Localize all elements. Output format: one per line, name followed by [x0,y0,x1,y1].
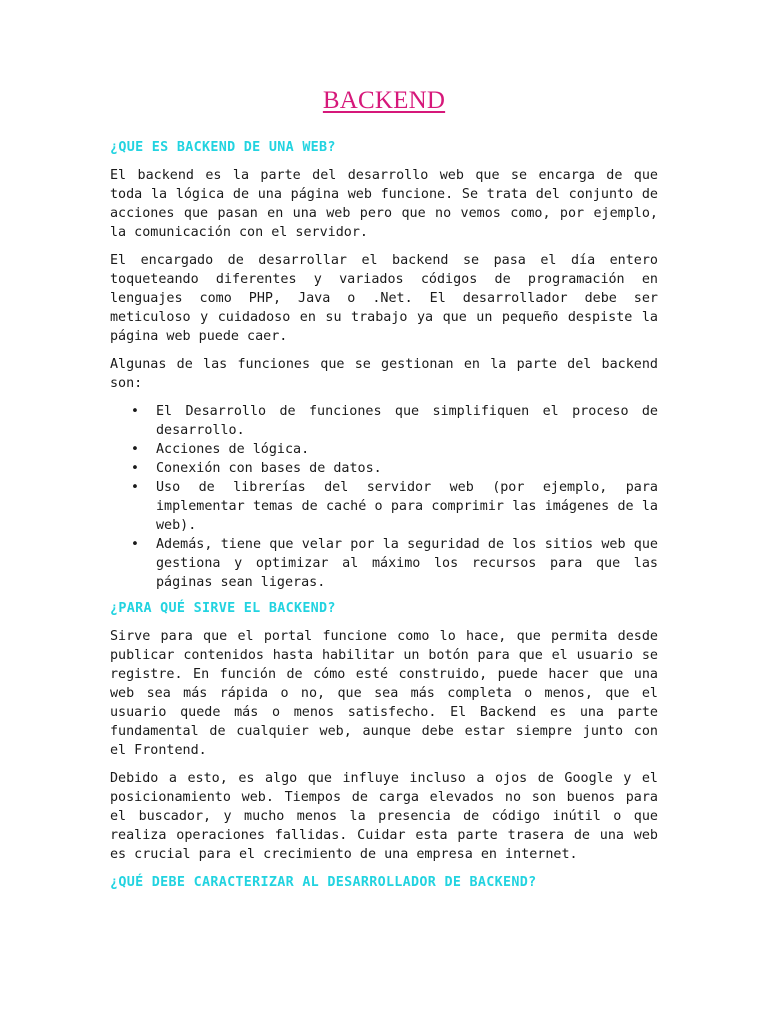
bullet-icon: • [131,480,139,495]
list-item [131,459,658,478]
section-heading-que-es-backend: ¿QUE ES BACKEND DE UNA WEB? [110,140,336,155]
paragraph-google-impact: Debido a esto, es algo que influye incluso a ojos de Google y el posicionamiento web. Tiempos de carga elevados no son buenos para el buscador, y mucho menos la presencia de código inútil o que realiza operaciones fallidas. Cuidar esta parte trasera de una web es crucial para el crecimiento de una empresa en internet. [110,771,658,862]
list-item [131,535,658,592]
functions-list [110,402,658,592]
list-item [131,402,658,440]
list-item-text: Uso de librerías del servidor web (por ejemplo, para implementar temas de caché o para comprimir las imágenes de la web). [156,480,658,533]
document-title: BACKEND [322,87,446,114]
bullet-icon: • [131,404,139,419]
bullet-icon: • [131,537,139,552]
list-item-text: Además, tiene que velar por la seguridad de los sitios web que gestiona y optimizar al máximo los recursos para que las páginas sean ligeras. [156,537,658,590]
bullet-icon: • [131,461,139,476]
section-heading-para-que-sirve: ¿PARA QUÉ SIRVE EL BACKEND? [110,601,336,616]
list-item-text: Acciones de lógica. [156,442,310,457]
section-heading-caracterizar-desarrollador: ¿QUÉ DEBE CARACTERIZAR AL DESARROLLADOR DE BACKEND? [110,875,537,890]
bullet-icon: • [131,442,139,457]
paragraph-purpose: Sirve para que el portal funcione como lo hace, que permita desde publicar contenidos hasta habilitar un botón para que el usuario se registre. En función de cómo esté construido, puede hacer que una web sea más rápida o no, que sea más completa o menos, que el usuario quede más o menos satisfecho. El Backend es una parte fundamental de cualquier web, aunque debe estar siempre junto con el Frontend. [110,629,658,758]
list-item [131,478,658,535]
paragraph-functions-intro: Algunas de las funciones que se gestionan en la parte del backend son: [110,357,658,391]
list-item-text: Conexión con bases de datos. [156,461,382,476]
paragraph-developer-role: El encargado de desarrollar el backend se pasa el día entero toqueteando diferentes y variados códigos de programación en lenguajes como PHP, Java o .Net. El desarrollador debe ser meticuloso y cuidadoso en su trabajo ya que un pequeño despiste la página web puede caer. [110,253,658,344]
paragraph-definition: El backend es la parte del desarrollo web que se encarga de que toda la lógica de una página web funcione. Se trata del conjunto de acciones que pasan en una web pero que no vemos como, por ejemplo, la comunicación con el servidor. [110,168,658,240]
document-content [110,84,658,901]
list-item [131,440,658,459]
list-item-text: El Desarrollo de funciones que simplifiquen el proceso de desarrollo. [156,404,658,438]
